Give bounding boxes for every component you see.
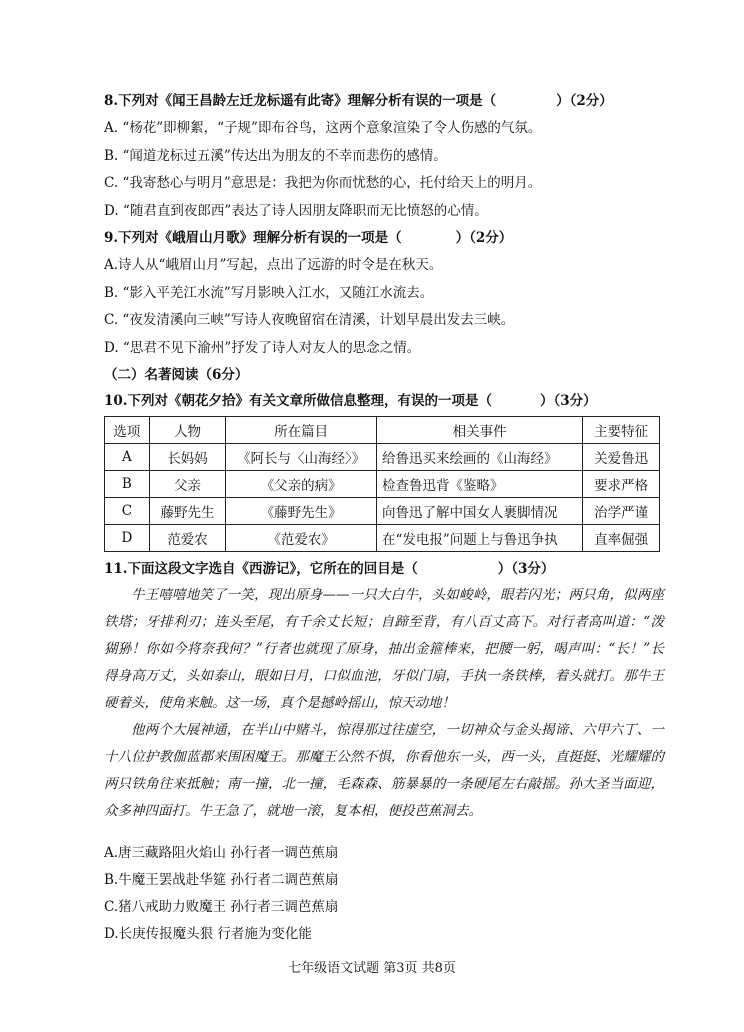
question-9-text: 9.下列对《峨眉山月歌》理解分析有误的一项是（ [104, 230, 402, 246]
table-cell: 检查鲁迅背《鉴略》 [377, 471, 583, 498]
table-cell: 范爱农 [149, 525, 226, 552]
question-8-stem [104, 92, 613, 110]
table-row [105, 525, 660, 552]
table-header: 选项 [105, 417, 150, 444]
table-header: 主要特征 [583, 417, 660, 444]
q11-option-b: B.牛魔王罢战赴华筵 孙行者二调芭蕉扇 [104, 872, 339, 888]
table-cell: 《藤野先生》 [226, 498, 377, 525]
question-10-score: ）（3分） [540, 393, 597, 409]
table-cell: 直率倔强 [583, 525, 660, 552]
question-10-text: 10.下列对《朝花夕拾》有关文章所做信息整理，有误的一项是（ [104, 393, 492, 409]
page-footer: 七年级语文试题 第3页 共8页 [288, 961, 456, 976]
q9-option-a: A.诗人从“峨眉山月”写起，点出了远游的时令是在秋天。 [104, 257, 443, 273]
q8-option-c: C. “我寄愁心与明月”意思是：我把为你而忧愁的心，托付给天上的明月。 [104, 175, 542, 191]
q11-option-a: A.唐三藏路阻火焰山 孙行者一调芭蕉扇 [104, 845, 339, 861]
table-cell: 给鲁迅买来绘画的《山海经》 [377, 444, 583, 471]
table-cell: C [105, 498, 150, 525]
table-row [105, 471, 660, 498]
question-11-text: 11.下面这段文字选自《西游记》，它所在的回目是（ [104, 561, 418, 577]
q11-option-c: C.猪八戒助力败魔王 孙行者三调芭蕉扇 [104, 899, 339, 915]
q8-option-a: A. “杨花”即柳絮，“子规”即布谷鸟，这两个意象渲染了令人伤感的气氛。 [104, 120, 542, 136]
info-table [104, 416, 660, 552]
table-row [105, 444, 660, 471]
table-cell: 《范爱农》 [226, 525, 377, 552]
table-cell: 向鲁迅了解中国女人裹脚情况 [377, 498, 583, 525]
table-cell: 藤野先生 [149, 498, 226, 525]
q9-option-d: D. “思君不见下渝州”抒发了诗人对友人的思念之情。 [104, 340, 421, 356]
table-row [105, 498, 660, 525]
table-cell: 《阿长与〈山海经〉》 [226, 444, 377, 471]
table-cell: 关爱鲁迅 [583, 444, 660, 471]
q8-option-d: D. “随君直到夜郎西”表达了诗人因朋友降职而无比愤怒的心情。 [104, 203, 488, 219]
table-cell: B [105, 471, 150, 498]
question-8-text: 8.下列对《闻王昌龄左迁龙标遥有此寄》理解分析有误的一项是（ [104, 93, 497, 109]
table-cell: 父亲 [149, 471, 226, 498]
table-header-row [105, 417, 660, 444]
table-cell: 长妈妈 [149, 444, 226, 471]
table-cell: 在“发电报”问题上与鲁迅争执 [377, 525, 583, 552]
q8-option-b: B. “闻道龙标过五溪”传达出为朋友的不幸而悲伤的感情。 [104, 148, 447, 164]
table-header: 所在篇目 [226, 417, 377, 444]
section-heading: （二）名著阅读（6分） [104, 367, 249, 383]
table-cell: A [105, 444, 150, 471]
question-8-score: ）（2分） [556, 93, 613, 109]
question-11-score: ）（3分） [497, 561, 555, 577]
question-11-stem [104, 560, 554, 578]
table-cell: 治学严谨 [583, 498, 660, 525]
table-cell: 《父亲的病》 [226, 471, 377, 498]
table-header: 人物 [149, 417, 226, 444]
q11-option-d: D.长庚传报魔头狠 行者施为变化能 [104, 926, 312, 942]
q9-option-c: C. “夜发清溪向三峡”写诗人夜晚留宿在清溪，计划早晨出发去三峡。 [104, 312, 515, 328]
q9-option-b: B. “影入平羌江水流”写月影映入江水，又随江水流去。 [104, 285, 434, 301]
question-10-stem [104, 392, 597, 410]
passage-paragraph: 他两个大展神通，在半山中赌斗，惊得那过往虚空，一切神众与金头揭谛、六甲六丁、一十八位护教伽蓝都来围困魔王。那魔王公然不惧，你看他东一头，西一头，直挺挺、光耀耀的两只铁角往来抵触；南一撞，北一撞，毛森森、筋暴暴的一条硬尾左右敲摇。孙大圣当面迎，众多神四面打。牛王急了，就地一滚，复本相，便投芭蕉洞去。 [104, 722, 664, 819]
passage-paragraph: 牛王嘻嘻地笑了一笑，现出原身——一只大白牛，头如峻岭，眼若闪光；两只角，似两座铁塔；牙排利刃；连头至尾，有千余丈长短；自蹄至背，有八百丈高下。对行者高叫道：“泼猢狲！你如今将奈我何？”行者也就现了原身，抽出金箍棒来，把腰一躬，喝声叫：“长！”长得身高万丈，头如泰山，眼如日月，口似血池，牙似门扇，手执一条铁棒，着头就打。那牛王硬着头，使角来触。这一场，真个是撼岭摇山，惊天动地！ [104, 587, 664, 711]
question-9-stem [104, 229, 512, 247]
passage [104, 582, 664, 825]
table-header: 相关事件 [377, 417, 583, 444]
question-9-score: ）（2分） [455, 230, 513, 246]
table-cell: D [105, 525, 150, 552]
table-cell: 要求严格 [583, 471, 660, 498]
